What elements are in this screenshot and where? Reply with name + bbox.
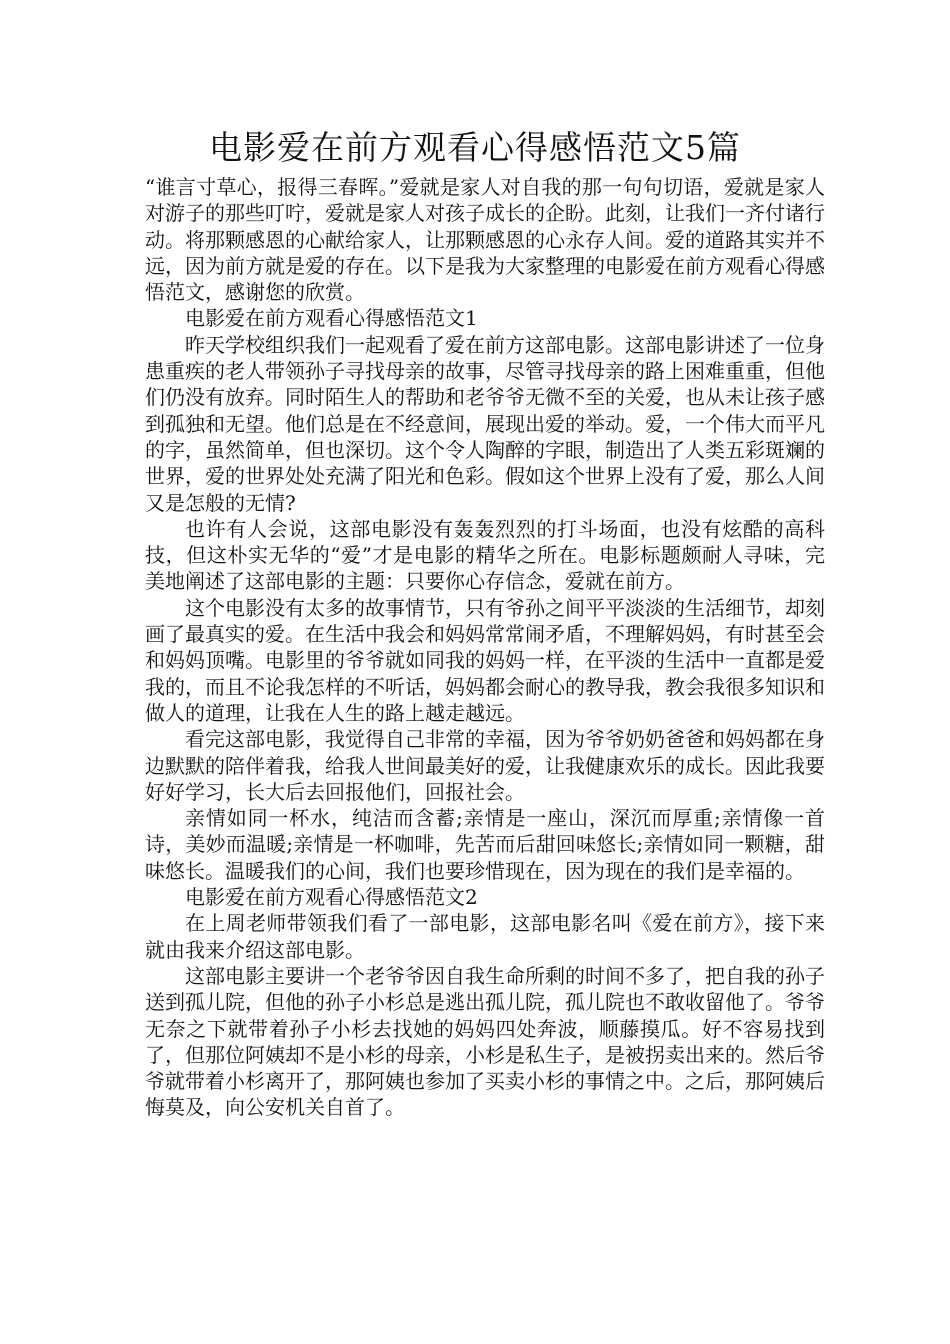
body-paragraph: 看完这部电影，我觉得自己非常的幸福，因为爷爷奶奶爸爸和妈妈都在身边默默的陪伴着我，给我人世间最美好的爱，让我健康欢乐的成长。因此我要好好学习，长大后去回报他们，回报社会。 — [145, 727, 825, 804]
body-paragraph: 这部电影主要讲一个老爷爷因自我生命所剩的时间不多了，把自我的孙子送到孤儿院，但他的孙子小杉总是逃出孤儿院，孤儿院也不敢收留他了。爷爷无奈之下就带着孙子小杉去找她的妈妈四处奔波，顺藤摸瓜。好不容易找到了，但那位阿姨却不是小杉的母亲，小杉是私生子，是被拐卖出来的。然后爷爷就带着小杉离开了，那阿姨也参加了买卖小杉的事情之中。之后，那阿姨后悔莫及，向公安机关自首了。 — [145, 963, 825, 1120]
body-paragraph: 也许有人会说，这部电影没有轰轰烈烈的打斗场面，也没有炫酷的高科技，但这朴实无华的“爱”才是电影的精华之所在。电影标题颇耐人寻味，完美地阐述了这部电影的主题：只要你心存信念，爱就在前方。 — [145, 516, 825, 594]
document-body — [145, 174, 825, 1121]
section-heading: 电影爱在前方观看心得感悟范文1 — [185, 306, 478, 331]
body-paragraph: 亲情如同一杯水，纯洁而含蓄;亲情是一座山，深沉而厚重;亲情像一首诗，美妙而温暖;亲情是一杯咖啡，先苦而后甜回味悠长;亲情如同一颗糖，甜味悠长。温暖我们的心间，我们也要珍惜现在，因为现在的我们是幸福的。 — [145, 806, 825, 883]
document-title: 电影爱在前方观看心得感悟范文5篇 — [209, 128, 741, 167]
body-paragraph: 在上周老师带领我们看了一部电影，这部电影名叫《爱在前方》，接下来就由我来介绍这部电影。 — [145, 911, 825, 962]
body-paragraph: “谁言寸草心，报得三春晖。”爱就是家人对自我的那一句句切语，爱就是家人对游子的那些叮咛，爱就是家人对孩子成长的企盼。此刻，让我们一齐付诸行动。将那颗感恩的心献给家人，让那颗感恩的心永存人间。爱的道路其实并不远，因为前方就是爱的存在。以下是我为大家整理的电影爱在前方观看心得感悟范文，感谢您的欣赏。 — [145, 175, 825, 305]
body-paragraph: 这个电影没有太多的故事情节，只有爷孙之间平平淡淡的生活细节，却刻画了最真实的爱。在生活中我会和妈妈常常闹矛盾，不理解妈妈，有时甚至会和妈妈顶嘴。电影里的爷爷就如同我的妈妈一样，在平淡的生活中一直都是爱我的，而且不论我怎样的不听话，妈妈都会耐心的教导我，教会我很多知识和做人的道理，让我在人生的路上越走越远。 — [145, 595, 825, 725]
body-paragraph: 昨天学校组织我们一起观看了爱在前方这部电影。这部电影讲述了一位身患重疾的老人带领孙子寻找母亲的故事，尽管寻找母亲的路上困难重重，但他们仍没有放弃。同时陌生人的帮助和老爷爷无微不至的关爱，也从未让孩子感到孤独和无望。他们总是在不经意间，展现出爱的举动。爱，一个伟大而平凡的字，虽然简单，但也深切。这个令人陶醉的字眼，制造出了人类五彩斑斓的世界，爱的世界处处充满了阳光和色彩。假如这个世界上没有了爱，那么人间又是怎般的无情? — [145, 332, 825, 515]
section-heading: 电影爱在前方观看心得感悟范文2 — [185, 885, 478, 910]
